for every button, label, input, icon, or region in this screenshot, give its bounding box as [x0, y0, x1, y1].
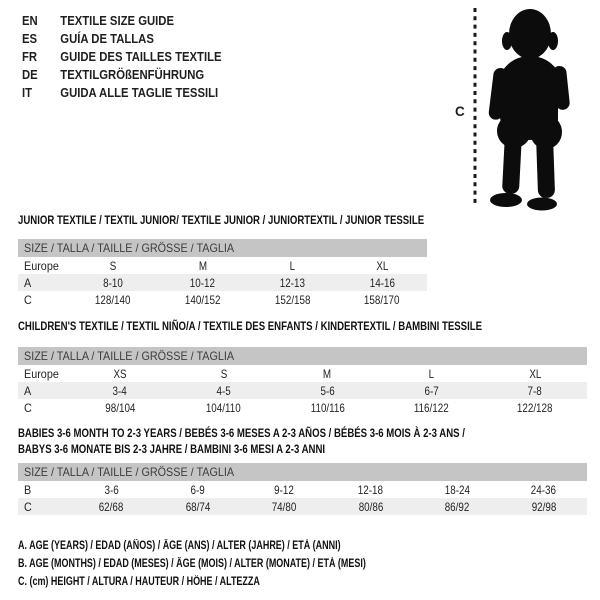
size-header-cell: SIZE / TALLA / TAILLE / GRÖSSE / TAGLIA [18, 239, 427, 257]
size-value-cell: 68/74 [155, 498, 242, 515]
size-header-bar [18, 463, 587, 481]
size-value-cell: 12-13 [248, 274, 338, 291]
table-row [18, 382, 587, 399]
baby-silhouette-icon [488, 9, 570, 211]
size-table-junior [18, 214, 427, 308]
size-value-cell: 3-6 [104, 482, 119, 497]
size-value-cell: L [289, 258, 296, 273]
size-value-cell: XL [376, 258, 389, 273]
table-row [18, 498, 587, 515]
size-value-cell: 7-8 [483, 382, 587, 399]
size-value-cell: 14-16 [337, 274, 427, 291]
size-value-cell: 140/152 [184, 292, 221, 307]
row-label-cell: A [18, 382, 68, 399]
footnote-b: B. AGE (MONTHS) / EDAD (MESES) / ÂGE (MOIS) / ALTER (MONATE) / ETÀ (MESI) [18, 558, 366, 570]
language-title: TEXTILGRÖßENFÜHRUNG [60, 67, 205, 82]
size-value-cell: 12-18 [358, 482, 384, 497]
size-value-cell: 98/104 [104, 400, 135, 415]
footnote-a: A. AGE (YEARS) / EDAD (AÑOS) / ÂGE (ANS) / ALTER (JAHRE) / ETÀ (ANNI) [18, 540, 341, 552]
size-value-cell: L [428, 366, 435, 381]
size-header-bar [18, 239, 427, 257]
language-title: GUÍA DE TALLAS [60, 31, 154, 46]
size-value-cell: XS [113, 366, 127, 381]
size-value-cell: 6-7 [379, 382, 483, 399]
language-code: ES [22, 31, 38, 46]
size-table-babies [18, 425, 587, 515]
size-value-cell: M [198, 258, 207, 273]
language-title: TEXTILE SIZE GUIDE [60, 13, 175, 28]
size-value-cell: 18-24 [444, 482, 470, 497]
size-value-cell: 104/110 [206, 400, 242, 415]
size-table-children [18, 320, 587, 416]
size-header-bar [18, 347, 587, 365]
table-title: JUNIOR TEXTILE / TEXTIL JUNIOR/ TEXTILE JUNIOR / JUNIORTEXTIL / JUNIOR TESSILE [18, 213, 425, 227]
table-row [18, 257, 427, 274]
language-code: FR [22, 49, 38, 64]
size-value-cell: M [323, 366, 332, 381]
size-value-cell: 92/98 [501, 498, 588, 515]
footnotes [18, 537, 464, 591]
language-code: IT [22, 85, 33, 100]
language-row [22, 84, 222, 102]
size-value-cell: 6-9 [190, 482, 205, 497]
size-value-cell: 10-12 [158, 274, 248, 291]
size-header-cell: SIZE / TALLA / TAILLE / GRÖSSE / TAGLIA [18, 347, 587, 365]
size-header-cell: SIZE / TALLA / TAILLE / GRÖSSE / TAGLIA [18, 463, 587, 481]
language-title-list [22, 12, 251, 102]
figure-measure-label-c: C [455, 104, 465, 119]
size-value-cell: 80/86 [328, 498, 415, 515]
table-row [18, 365, 587, 382]
size-value-cell: XL [529, 366, 542, 381]
baby-figure [452, 4, 588, 212]
size-value-cell: 24-36 [531, 482, 557, 497]
table-row [18, 399, 587, 416]
size-value-cell: 158/170 [364, 292, 400, 307]
table-title-line2: BABYS 3-6 MONATE BIS 2-3 JAHRE / BAMBINI 3-6 MESI A 2-3 ANNI [18, 442, 326, 456]
size-value-cell: 128/140 [95, 292, 131, 307]
table-row [18, 291, 427, 308]
size-value-cell: 152/158 [274, 292, 311, 307]
size-value-cell: S [109, 258, 117, 273]
row-label-cell: A [18, 274, 68, 291]
row-label-cell: Europe [24, 258, 59, 273]
size-value-cell: 86/92 [414, 498, 501, 515]
language-row [22, 30, 222, 48]
table-row [18, 274, 427, 291]
size-value-cell: 4-5 [172, 382, 276, 399]
size-value-cell: 5-6 [276, 382, 380, 399]
table-title: CHILDREN'S TEXTILE / TEXTIL NIÑO/A / TEXTILE DES ENFANTS / KINDERTEXTIL / BAMBINI TESSILE [18, 319, 483, 333]
language-row [22, 12, 222, 30]
size-value-cell: 62/68 [68, 498, 155, 515]
size-value-cell: 3-4 [68, 382, 172, 399]
language-code: DE [22, 67, 38, 82]
size-value-cell: 74/80 [241, 498, 328, 515]
size-value-cell: S [220, 366, 227, 381]
row-label-cell: C [24, 292, 32, 307]
language-row [22, 66, 222, 84]
language-title: GUIDA ALLE TAGLIE TESSILI [60, 85, 219, 100]
size-value-cell: 116/122 [413, 400, 449, 415]
language-title: GUIDE DES TAILLES TEXTILE [60, 49, 222, 64]
row-label-cell: C [18, 498, 68, 515]
row-label-cell: B [24, 482, 32, 497]
row-label-cell: C [24, 400, 32, 415]
footnote-c: C. (cm) HEIGHT / ALTURA / HAUTEUR / HÖHE / ALTEZZA [18, 576, 260, 588]
row-label-cell: Europe [24, 366, 59, 381]
size-value-cell: 8-10 [68, 274, 158, 291]
table-title-line1: BABIES 3-6 MONTH TO 2-3 YEARS / BEBÉS 3-6 MESES A 2-3 AÑOS / BÉBÉS 3-6 MOIS À 2-3 ANS / [18, 426, 465, 440]
language-code: EN [22, 13, 38, 28]
size-value-cell: 9-12 [274, 482, 295, 497]
size-value-cell: 110/116 [310, 400, 345, 415]
language-row [22, 48, 222, 66]
size-value-cell: 122/128 [517, 400, 553, 415]
table-row [18, 481, 587, 498]
